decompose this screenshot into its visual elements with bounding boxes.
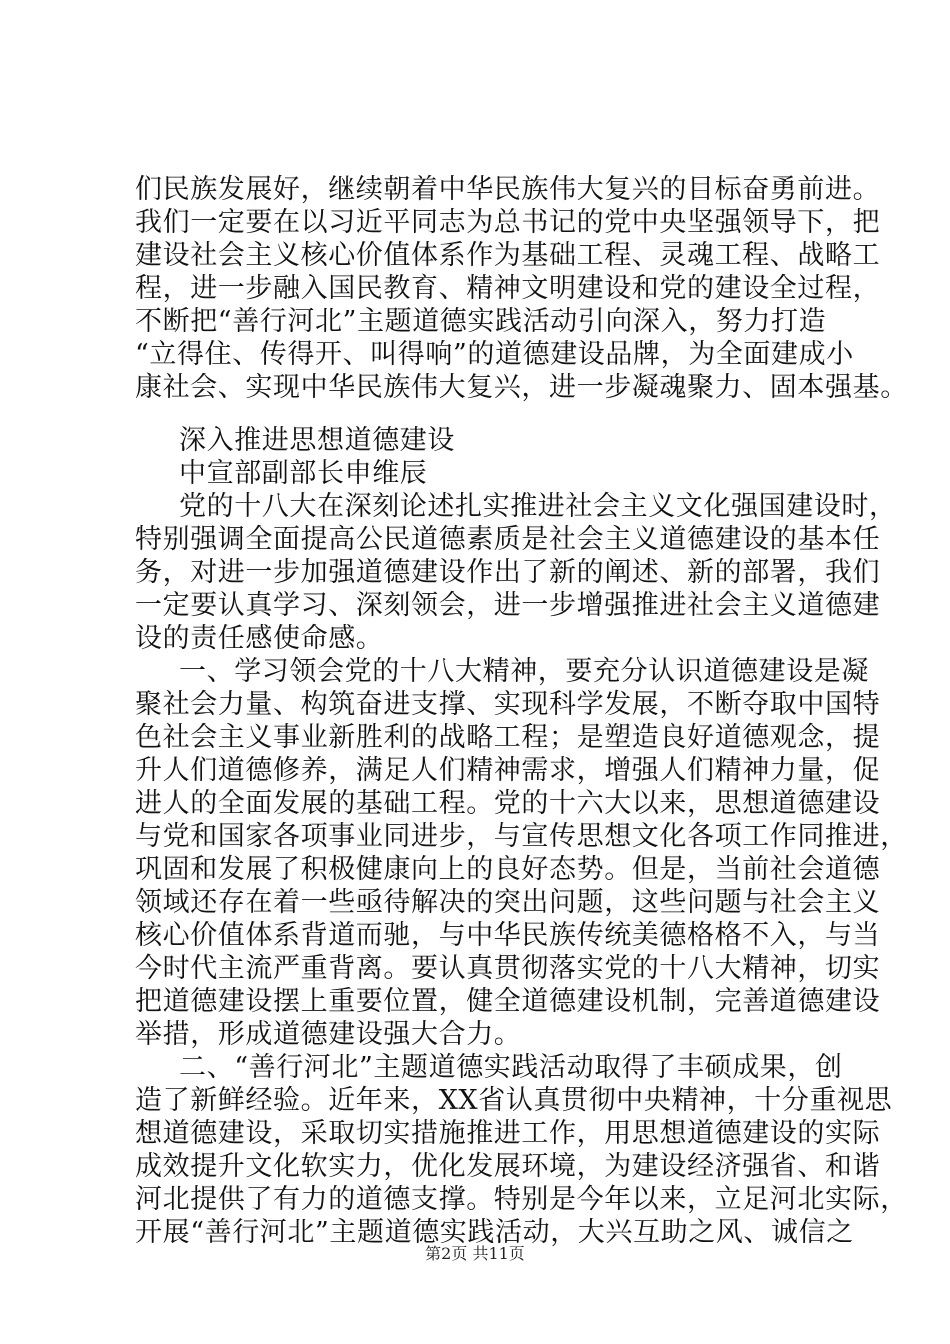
paragraph-line: 想道德建设，采取切实措施推进工作，用思想道德建设的实际	[135, 1118, 881, 1149]
paragraph-line: 巩固和发展了积极健康向上的良好态势。但是，当前社会道德	[135, 854, 881, 885]
paragraph-line: 聚社会力量、构筑奋进支撑、实现科学发展，不断夺取中国特	[135, 689, 881, 720]
paragraph-line: 举措，形成道德建设强大合力。	[135, 1019, 522, 1050]
paragraph-line: 程，进一步融入国民教育、精神文明建设和党的建设全过程，	[135, 273, 881, 304]
paragraph-line: 一、学习领会党的十八大精神，要充分认识道德建设是凝	[179, 656, 869, 687]
paragraph-line: 把道德建设摆上重要位置，健全道德建设机制，完善道德建设	[135, 986, 881, 1017]
paragraph-line: 务，对进一步加强道德建设作出了新的阐述、新的部署，我们	[135, 557, 881, 588]
paragraph-line: 党的十八大在深刻论述扎实推进社会主义文化强国建设时，	[179, 491, 897, 522]
paragraph-line: 成效提升文化软实力，优化发展环境，为建设经济强省、和谐	[135, 1151, 881, 1182]
paragraph-line: 一定要认真学习、深刻领会，进一步增强推进社会主义道德建	[135, 590, 881, 621]
paragraph-line: 开展“善行河北”主题道德实践活动，大兴互助之风、诚信之	[135, 1217, 854, 1248]
paragraph-line: 核心价值体系背道而驰，与中华民族传统美德格格不入，与当	[135, 920, 881, 951]
paragraph-line: 不断把“善行河北”主题道德实践活动引向深入，努力打造	[135, 306, 827, 337]
paragraph-line: 设的责任感使命感。	[135, 623, 384, 654]
paragraph-line: 我们一定要在以习近平同志为总书记的党中央坚强领导下，把	[135, 207, 881, 238]
paragraph-line: 康社会、实现中华民族伟大复兴，进一步凝魂聚力、固本强基。	[135, 372, 908, 403]
paragraph-line: 特别强调全面提高公民道德素质是社会主义道德建设的基本任	[135, 524, 881, 555]
author-line: 中宣部副部长申维辰	[179, 458, 428, 489]
paragraph-line: 进人的全面发展的基础工程。党的十六大以来，思想道德建设	[135, 788, 881, 819]
paragraph-line: 色社会主义事业新胜利的战略工程；是塑造良好道德观念，提	[135, 722, 881, 753]
paragraph-line: 与党和国家各项事业同进步，与宣传思想文化各项工作同推进，	[135, 821, 908, 852]
paragraph-line: 们民族发展好，继续朝着中华民族伟大复兴的目标奋勇前进。	[135, 174, 881, 205]
paragraph-line: 升人们道德修养，满足人们精神需求，增强人们精神力量，促	[135, 755, 881, 786]
section-title: 深入推进思想道德建设	[179, 425, 455, 456]
paragraph-line: 二、“善行河北”主题道德实践活动取得了丰硕成果，创	[179, 1052, 843, 1083]
page-number: 第2页 共11页	[425, 1244, 525, 1263]
paragraph-line: 建设社会主义核心价值体系作为基础工程、灵魂工程、战略工	[135, 240, 881, 271]
paragraph-line: “立得住、传得开、叫得响”的道德建设品牌，为全面建成小	[135, 339, 854, 370]
paragraph-line: 今时代主流严重背离。要认真贯彻落实党的十八大精神，切实	[135, 953, 881, 984]
paragraph-line: 造了新鲜经验。近年来，XX省认真贯彻中央精神，十分重视思	[135, 1085, 893, 1116]
paragraph-line: 河北提供了有力的道德支撑。特别是今年以来，立足河北实际，	[135, 1184, 908, 1215]
paragraph-line: 领域还存在着一些亟待解决的突出问题，这些问题与社会主义	[135, 887, 881, 918]
